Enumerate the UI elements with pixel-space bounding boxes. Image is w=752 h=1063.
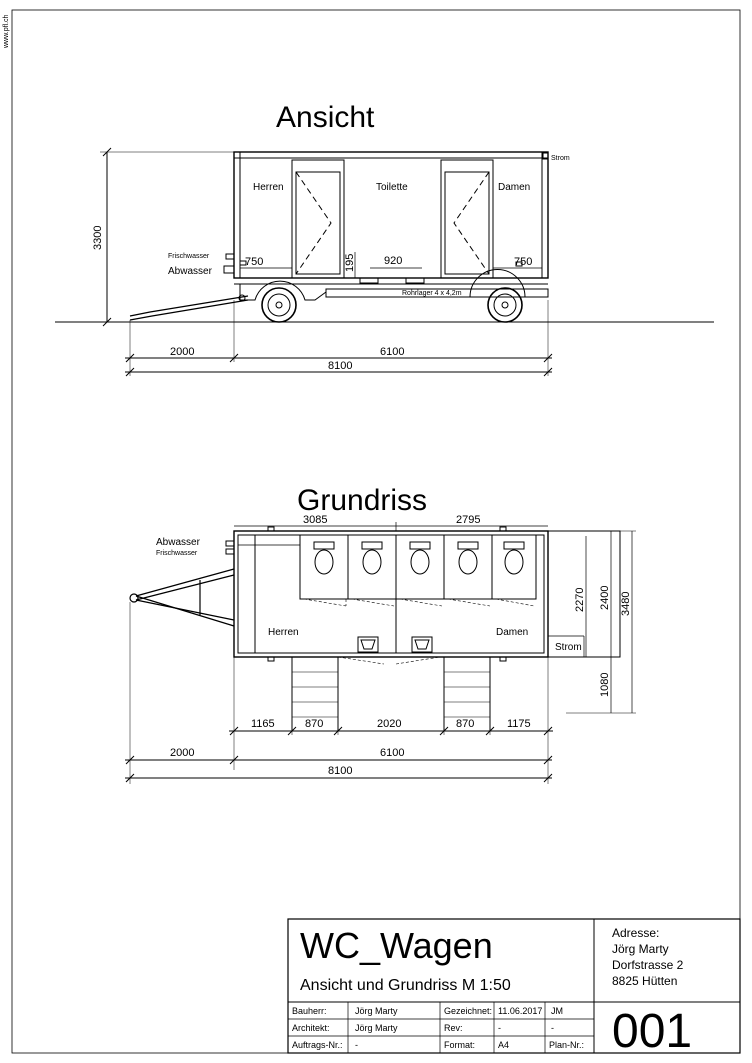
tb-address-name: Jörg Marty <box>612 942 669 956</box>
cabin-4 <box>444 535 492 599</box>
step-box-right <box>406 278 424 283</box>
cabin-3-door <box>400 599 442 606</box>
plan-dim-drawbar-2000: 2000 <box>170 747 195 759</box>
door-left <box>292 160 344 278</box>
sink-left-basin <box>361 640 375 649</box>
cabin-1-door <box>304 599 346 606</box>
tb-gezeichnet-label: Gezeichnet: <box>444 1006 493 1016</box>
toilet-5-bowl <box>505 550 523 574</box>
tb-bauherr-label: Bauherr: <box>292 1006 327 1016</box>
plan-dim-870b: 870 <box>456 718 475 730</box>
door-right-panel <box>445 172 489 274</box>
side-label: www.pfl.ch <box>3 14 10 48</box>
plan-label-herren: Herren <box>268 627 299 638</box>
tb-architekt-value: Jörg Marty <box>355 1023 398 1033</box>
elevation-title: Ansicht <box>276 101 375 134</box>
door-right-swing <box>454 172 489 274</box>
toilet-1-bowl <box>315 550 333 574</box>
wheel-right <box>488 288 522 322</box>
sink-left <box>358 637 378 652</box>
door-left-panel <box>296 172 340 274</box>
tb-auftrag-label: Auftrags-Nr.: <box>292 1040 343 1050</box>
plan-label-frischwasser: Frischwasser <box>156 550 198 557</box>
tb-plan-number: 001 <box>612 1005 693 1058</box>
wheel-right-hub <box>502 302 508 308</box>
plan-dim-total-8100: 8100 <box>328 765 353 777</box>
toilet-2-tank <box>362 542 382 549</box>
title-block <box>288 919 740 1058</box>
plan-dim-2795: 2795 <box>456 514 481 526</box>
tb-address-city: 8825 Hütten <box>612 974 678 988</box>
tb-gezeichnet-by: JM <box>551 1006 563 1016</box>
dim-total-8100: 8100 <box>328 360 353 372</box>
dim-drawbar-2000: 2000 <box>170 346 195 358</box>
tb-subtitle: Ansicht und Grundriss M 1:50 <box>300 977 511 994</box>
elev-label-toilette: Toilette <box>376 182 408 193</box>
elev-label-herren: Herren <box>253 182 284 193</box>
wheel-left-hub <box>276 302 282 308</box>
plan-abwasser-connector <box>226 541 234 546</box>
plan-frischwasser-connector <box>226 549 234 554</box>
door-left-swing <box>296 172 331 274</box>
plan-view <box>125 514 636 784</box>
toilet-2-bowl <box>363 550 381 574</box>
dim-920: 920 <box>384 255 403 267</box>
plan-dim-3480: 3480 <box>620 591 632 616</box>
elev-label-abwasser: Abwasser <box>168 266 212 277</box>
elev-label-frischwasser: Frischwasser <box>168 253 210 260</box>
drawbar-eye <box>130 594 138 602</box>
plan-dim-2270: 2270 <box>574 587 586 612</box>
tb-plan-label: Plan-Nr.: <box>549 1040 585 1050</box>
plan-dim-1165: 1165 <box>251 718 275 730</box>
tb-auftrag-value: - <box>355 1040 358 1050</box>
drawbar-arm-bottom-inner <box>136 600 234 620</box>
entry-right-swing <box>396 657 440 664</box>
cabin-5-door <box>496 599 534 606</box>
dim-195: 195 <box>344 253 356 272</box>
tb-address-street: Dorfstrasse 2 <box>612 958 684 972</box>
cabin-1 <box>300 535 348 599</box>
cabin-2-door <box>352 599 394 606</box>
wheel-left <box>262 288 296 322</box>
step-box-left <box>360 278 378 283</box>
door-right <box>441 160 493 278</box>
sink-right-basin <box>415 640 429 649</box>
cabin-2 <box>348 535 396 599</box>
plan-title: Grundriss <box>297 484 428 517</box>
drawbar-bottom <box>130 300 248 320</box>
elev-label-damen: Damen <box>498 182 531 193</box>
toilet-1-tank <box>314 542 334 549</box>
drawbar-arm-top-inner <box>136 575 234 600</box>
drawbar-top <box>130 296 248 316</box>
plan-dim-3085: 3085 <box>303 514 328 526</box>
tb-architekt-label: Architekt: <box>292 1023 330 1033</box>
plan-label-damen: Damen <box>496 627 529 638</box>
elev-label-rohrlager: Rohrlager 4 x 4,2m <box>402 290 462 297</box>
elev-label-strom: Strom <box>551 155 570 162</box>
plan-dim-2020: 2020 <box>377 718 402 730</box>
plan-outer-wall <box>234 531 548 657</box>
toilet-5-tank <box>504 542 524 549</box>
tb-rev-label: Rev: <box>444 1023 463 1033</box>
plan-dim-1175: 1175 <box>507 718 531 730</box>
toilet-4-bowl <box>459 550 477 574</box>
plan-label-strom: Strom <box>555 642 582 653</box>
abwasser-connector <box>224 266 234 273</box>
tb-rev-value: - <box>498 1023 501 1033</box>
plan-dim-2400: 2400 <box>599 585 611 610</box>
wheel-left-rim <box>268 294 290 316</box>
tb-gezeichnet-date: 11.06.2017 <box>498 1006 543 1016</box>
plan-dim-1080: 1080 <box>599 672 611 697</box>
plan-dim-870a: 870 <box>305 718 324 730</box>
tb-bauherr-value: Jörg Marty <box>355 1006 398 1016</box>
toilet-3-bowl <box>411 550 429 574</box>
tb-rev-value-2: - <box>551 1023 554 1033</box>
tb-format-value: A4 <box>498 1040 510 1050</box>
entry-left-swing <box>338 657 384 664</box>
cabin-5 <box>492 535 536 599</box>
dim-height-3300: 3300 <box>92 225 104 250</box>
dim-body-6100: 6100 <box>380 346 405 358</box>
plan-dim-body-6100: 6100 <box>380 747 405 759</box>
tb-format-label: Format: <box>444 1040 476 1050</box>
drawbar-arm-top-outer <box>136 569 234 596</box>
toilet-4-tank <box>458 542 478 549</box>
toilet-3-tank <box>410 542 430 549</box>
dim-door-left-750: 750 <box>245 256 264 268</box>
plan-label-abwasser: Abwasser <box>156 537 200 548</box>
dim-door-right-750: 750 <box>514 256 533 268</box>
cabin-4-door <box>448 599 490 606</box>
sink-right <box>412 637 432 652</box>
drawbar-arm-bottom-outer <box>136 596 234 626</box>
cabin-3 <box>396 535 444 599</box>
plan-drawbar <box>130 569 234 626</box>
elevation-view <box>55 148 714 376</box>
frischwasser-connector <box>226 254 234 259</box>
tb-project: WC_Wagen <box>300 925 493 966</box>
tb-address-label: Adresse: <box>612 926 660 940</box>
